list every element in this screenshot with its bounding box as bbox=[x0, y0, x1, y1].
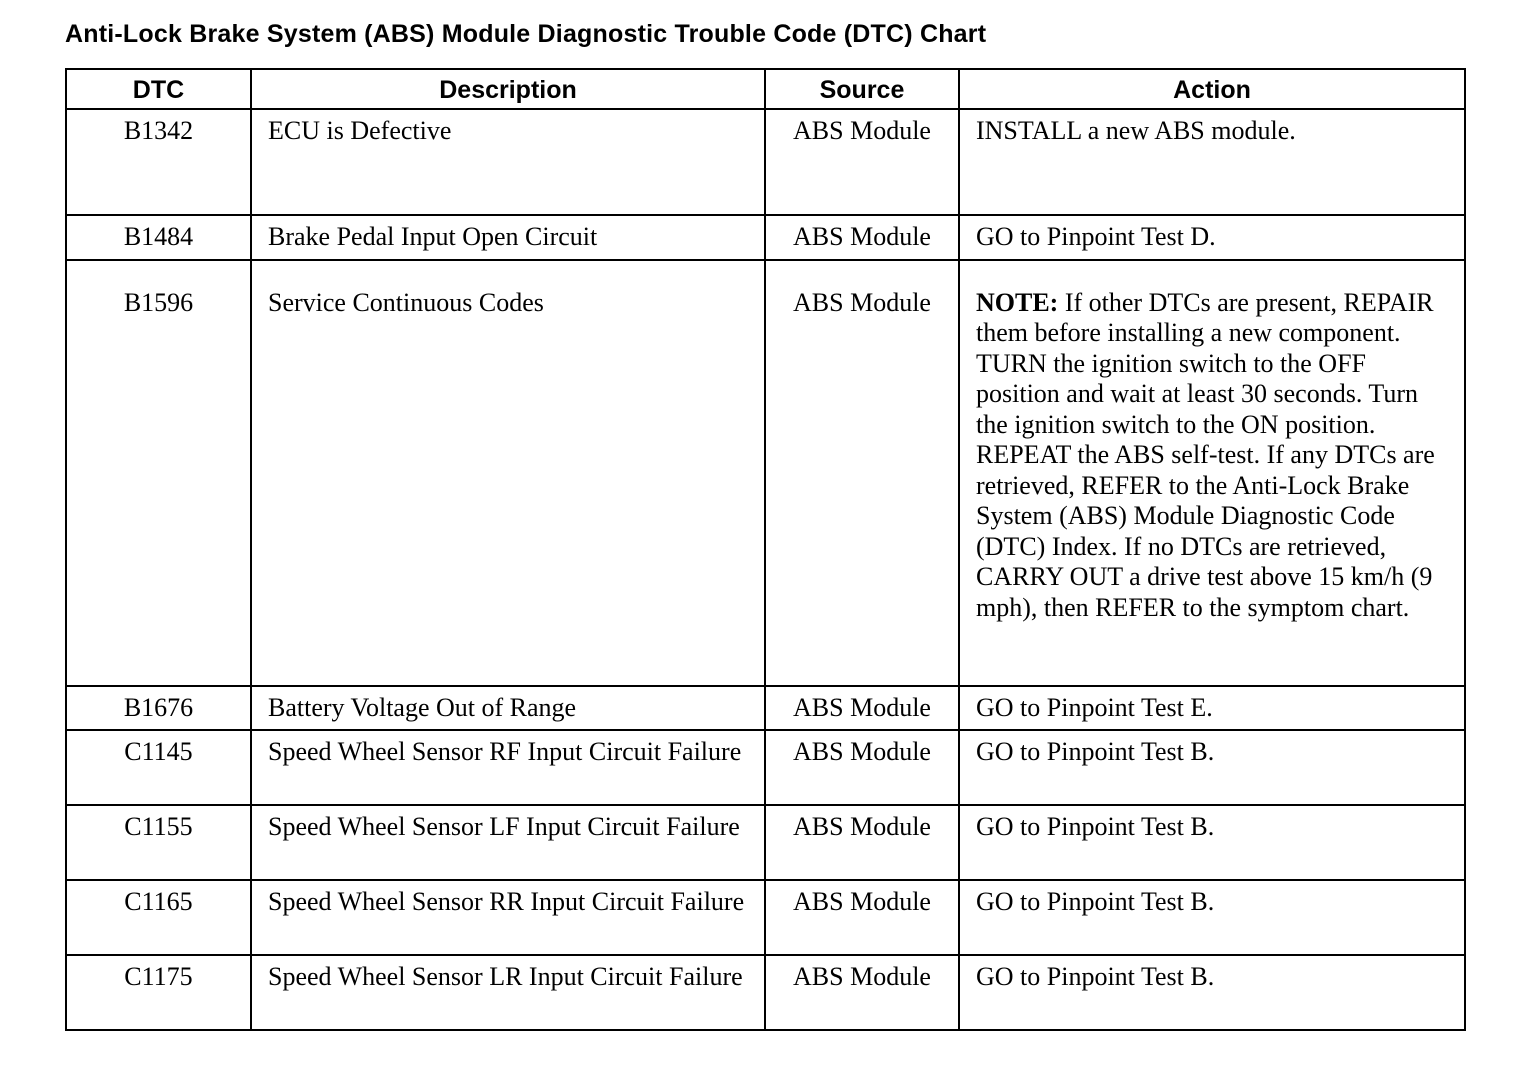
dtc-code: B1484 bbox=[66, 215, 251, 260]
table-row bbox=[66, 880, 1465, 955]
table-header-row bbox=[66, 69, 1465, 109]
dtc-action: GO to Pinpoint Test B. bbox=[959, 880, 1465, 955]
dtc-source: ABS Module bbox=[765, 805, 959, 880]
table-row bbox=[66, 215, 1465, 260]
note-label: NOTE: bbox=[976, 287, 1059, 317]
note-text: If other DTCs are present, REPAIR them before installing a new component. bbox=[976, 287, 1434, 347]
dtc-action: GO to Pinpoint Test B. bbox=[959, 730, 1465, 805]
dtc-description: Speed Wheel Sensor LR Input Circuit Failure bbox=[251, 955, 765, 1030]
dtc-code: B1342 bbox=[66, 109, 251, 215]
dtc-description: Battery Voltage Out of Range bbox=[251, 686, 765, 731]
dtc-description: ECU is Defective bbox=[251, 109, 765, 215]
dtc-action: GO to Pinpoint Test B. bbox=[959, 955, 1465, 1030]
dtc-description: Speed Wheel Sensor RR Input Circuit Failure bbox=[251, 880, 765, 955]
dtc-description: Brake Pedal Input Open Circuit bbox=[251, 215, 765, 260]
page-title: Anti-Lock Brake System (ABS) Module Diagnostic Trouble Code (DTC) Chart bbox=[65, 20, 987, 48]
table-row bbox=[66, 730, 1465, 805]
dtc-action: INSTALL a new ABS module. bbox=[959, 109, 1465, 215]
dtc-description: Service Continuous Codes bbox=[251, 260, 765, 686]
dtc-code: C1175 bbox=[66, 955, 251, 1030]
table-row bbox=[66, 955, 1465, 1030]
table-row bbox=[66, 805, 1465, 880]
dtc-code: B1676 bbox=[66, 686, 251, 731]
note-paragraph bbox=[976, 288, 1454, 349]
dtc-source: ABS Module bbox=[765, 955, 959, 1030]
dtc-source: ABS Module bbox=[765, 260, 959, 686]
dtc-action: GO to Pinpoint Test D. bbox=[959, 215, 1465, 260]
column-header-dtc: DTC bbox=[66, 69, 251, 109]
dtc-description: Speed Wheel Sensor LF Input Circuit Failure bbox=[251, 805, 765, 880]
dtc-source: ABS Module bbox=[765, 730, 959, 805]
action-text: TURN the ignition switch to the OFF position and wait at least 30 seconds. Turn the ignition switch to the ON position. REPEAT the ABS self-test. If any DTCs are retrieved, REFER to the Anti-Lock Brake System (ABS) Module Diagnostic Code (DTC) Index. If no DTCs are retrieved, CARRY OUT a drive test above 15 km/h (9 mph), then REFER to the symptom chart. bbox=[976, 348, 1435, 622]
dtc-source: ABS Module bbox=[765, 109, 959, 215]
column-header-source: Source bbox=[765, 69, 959, 109]
dtc-code: C1155 bbox=[66, 805, 251, 880]
column-header-action: Action bbox=[959, 69, 1465, 109]
table-row bbox=[66, 260, 1465, 686]
table-row bbox=[66, 686, 1465, 731]
dtc-code: C1145 bbox=[66, 730, 251, 805]
dtc-description: Speed Wheel Sensor RF Input Circuit Failure bbox=[251, 730, 765, 805]
table-row bbox=[66, 109, 1465, 215]
dtc-source: ABS Module bbox=[765, 215, 959, 260]
column-header-description: Description bbox=[251, 69, 765, 109]
dtc-source: ABS Module bbox=[765, 880, 959, 955]
dtc-table bbox=[65, 68, 1466, 1031]
dtc-action: GO to Pinpoint Test B. bbox=[959, 805, 1465, 880]
dtc-code: C1165 bbox=[66, 880, 251, 955]
dtc-action: GO to Pinpoint Test E. bbox=[959, 686, 1465, 731]
dtc-action bbox=[959, 260, 1465, 686]
dtc-code: B1596 bbox=[66, 260, 251, 686]
dtc-source: ABS Module bbox=[765, 686, 959, 731]
